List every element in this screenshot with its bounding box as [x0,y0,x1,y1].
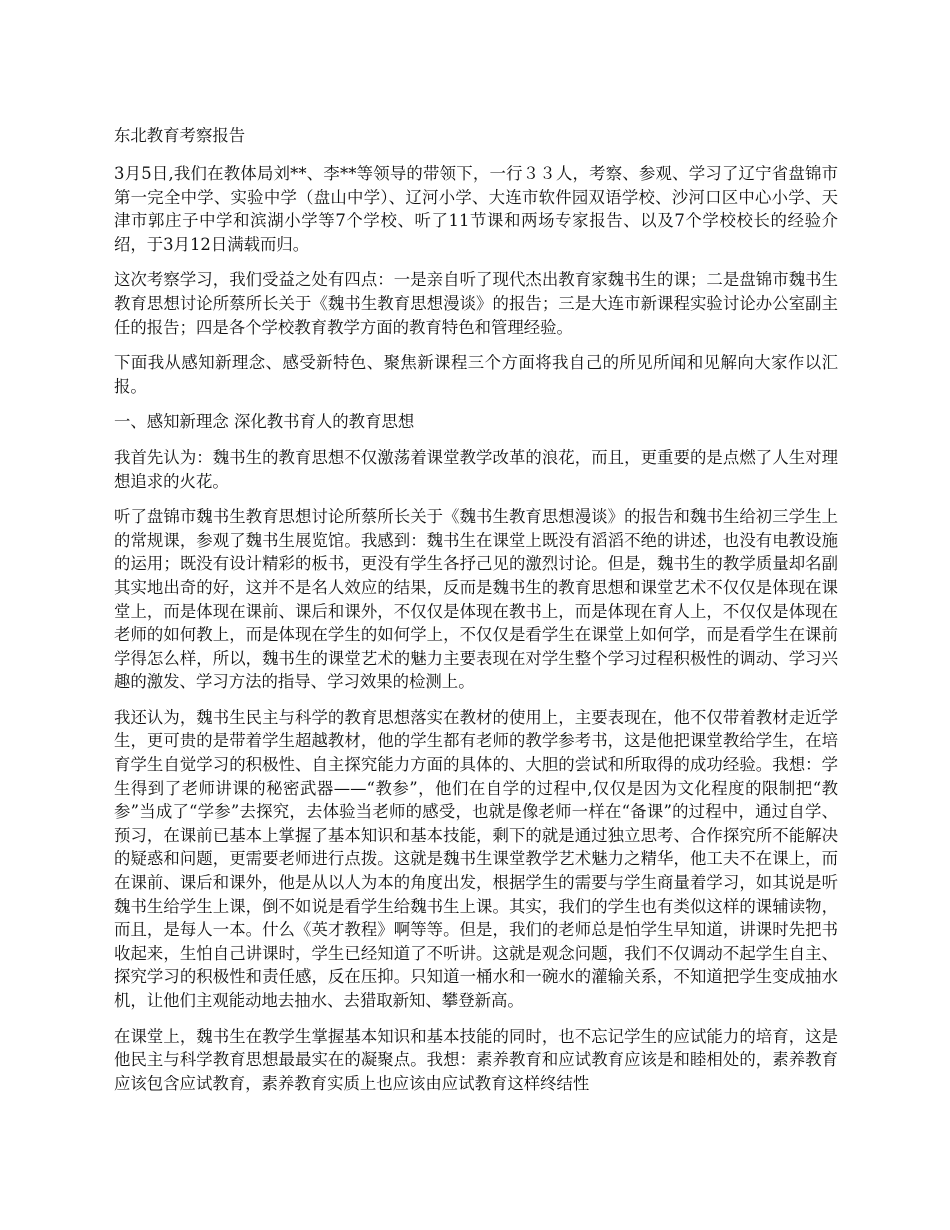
document-body [114,122,838,1107]
paragraph-section-2: 听了盘锦市魏书生教育思想讨论所蔡所长关于《魏书生教育思想漫谈》的报告和魏书生给初三学生上的常规课，参观了魏书生展览馆。我感到：魏书生在课堂上既没有滔滔不绝的讲述，也没有电教设施的运用；既没有设计精彩的板书，更没有学生各抒己见的激烈讨论。但是，魏书生的教学质量却名副其实地出奇的好，这并不是名人效应的结果，反而是魏书生的教育思想和课堂艺术不仅仅是体现在课堂上，而是体现在课前、课后和课外，不仅仅是体现在教书上，而是体现在育人上，不仅仅是体现在老师的如何教上，而是体现在学生的如何学上，不仅仅是看学生在课堂上如何学，而是看学生在课前学得怎么样，所以，魏书生的课堂艺术的魅力主要表现在对学生整个学习过程积极性的调动、学习兴趣的激发、学习方法的指导、学习效果的检测上。 [114,507,838,692]
document-title: 东北教育考察报告 [114,126,246,145]
paragraph-intro: 3月5日,我们在教体局刘**、李**等领导的带领下，一行３３人，考察、参观、学习了辽宁省盘锦市第一完全中学、实验中学（盘山中学）、辽河小学、大连市软件园双语学校、沙河口区中心小学、天津市郭庄子中学和滨湖小学等7个学校、听了11节课和两场专家报告、以及7个学校校长的经验介绍，于3月12日满载而归。 [114,164,838,254]
paragraph-section-1: 我首先认为：魏书生的教育思想不仅激荡着课堂教学改革的浪花，而且，更重要的是点燃了人生对理想追求的火花。 [114,447,838,491]
paragraph-benefits: 这次考察学习，我们受益之处有四点：一是亲自听了现代杰出教育家魏书生的课；二是盘锦市魏书生教育思想讨论所蔡所长关于《魏书生教育思想漫谈》的报告；三是大连市新课程实验讨论办公室副主任的报告；四是各个学校教育教学方面的教育特色和管理经验。 [114,270,838,337]
section-heading: 一、感知新理念 深化教书育人的教育思想 [114,412,415,432]
paragraph-outline: 下面我从感知新理念、感受新特色、聚焦新课程三个方面将我自己的所见所闻和见解向大家作以汇报。 [114,353,838,396]
paragraph-section-3: 我还认为，魏书生民主与科学的教育思想落实在教材的使用上，主要表现在，他不仅带着教材走近学生，更可贵的是带着学生超越教材，他的学生都有老师的教学参考书，这是他把课堂教给学生，在培育学生自觉学习的积极性、自主探究能力方面的具体的、大胆的尝试和所取得的成功经验。我想：学生得到了老师讲课的秘密武器——“教参”，他们在自学的过程中,仅仅是因为文化程度的限制把“教参”当成了“学参”去探究，去体验当老师的感受，也就是像老师一样在“备课”的过程中，通过自学、预习，在课前已基本上掌握了基本知识和基本技能，剩下的就是通过独立思考、合作探究所不能解决的疑惑和问题，更需要老师进行点拨。这就是魏书生课堂教学艺术魅力之精华，他工夫不在课上，而在课前、课后和课外，他是从以人为本的角度出发，根据学生的需要与学生商量着学习，如其说是听魏书生给学生上课，倒不如说是看学生给魏书生上课。其实，我们的学生也有类似这样的课辅读物，而且，是每人一本。什么《英才教程》啊等等。但是，我们的老师总是怕学生早知道，讲课时先把书收起来，生怕自己讲课时，学生已经知道了不听讲。这就是观念问题，我们不仅调动不起学生自主、探究学习的积极性和责任感，反在压抑。只知道一桶水和一碗水的灌输关系，不知道把学生变成抽水机，让他们主观能动地去抽水、去猎取新知、攀登新高。 [114,707,838,1010]
paragraph-section-4: 在课堂上，魏书生在教学生掌握基本知识和基本技能的同时，也不忘记学生的应试能力的培育，这是他民主与科学教育思想最最实在的凝聚点。我想：素养教育和应试教育应该是和睦相处的，素养教育应该包含应试教育，素养教育实质上也应该由应试教育这样终结性 [114,1026,838,1093]
